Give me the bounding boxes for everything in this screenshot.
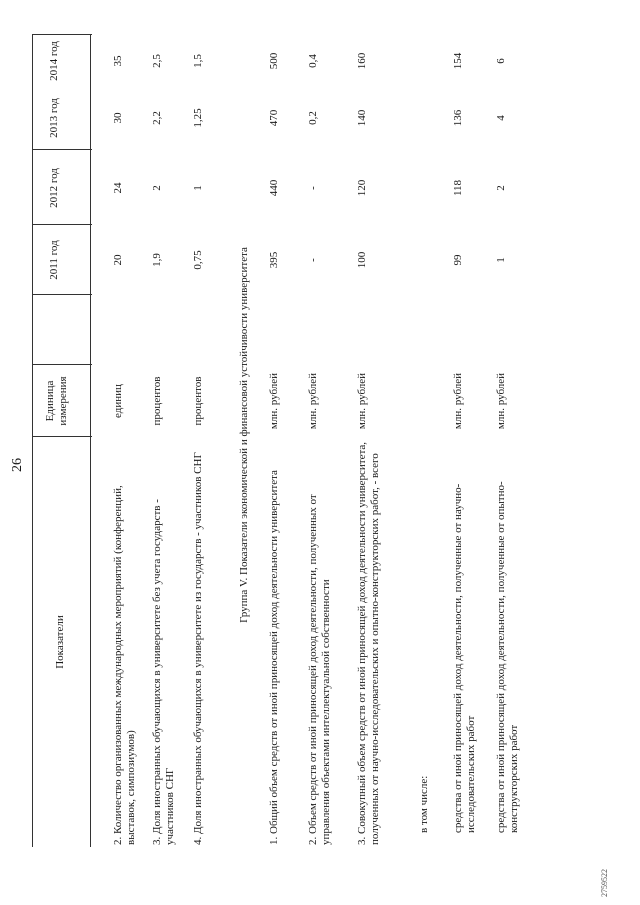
row-value-2012: 118 [452, 179, 464, 197]
header-bottom-border [90, 35, 91, 847]
row-value-2014: 500 [268, 52, 280, 70]
row-value-2014: 2,5 [151, 54, 163, 68]
row-unit: единиц [112, 384, 124, 418]
row-label: средства от иной приносящей доход деятельности, полученные от опытно-конструкторских работ [495, 481, 520, 833]
header-indicators: Показатели [54, 615, 66, 669]
row-value-2013: 30 [112, 112, 124, 124]
row-unit: процентов [192, 376, 204, 426]
row-value-2013: 0,2 [307, 111, 319, 125]
row-value-2013: 136 [452, 109, 464, 127]
header-year-2012: 2012 год [48, 168, 60, 208]
row-value-2011: 1,9 [151, 253, 163, 267]
row-label: 2. Количество организованных международных мероприятий (конференций, выставок, симпозиумов) [112, 485, 137, 845]
header-unit: Единица измерения [44, 376, 69, 426]
row-value-2014: 6 [495, 58, 507, 64]
row-value-2012: 2 [151, 185, 163, 191]
col-divider-unit [32, 364, 92, 365]
table-top-border [32, 35, 33, 847]
row-label: 1. Общий объем средств от иной приносящей доход деятельности университета [268, 470, 280, 845]
row-value-2013: 2,2 [151, 111, 163, 125]
row-label: средства от иной приносящей доход деятельности, полученные от научно-исследовательских работ [452, 483, 477, 833]
row-value-2012: 120 [356, 179, 368, 197]
row-value-2014: 0,4 [307, 54, 319, 68]
row-value-2013: 140 [356, 109, 368, 127]
row-label: 3. Доля иностранных обучающихся в университете без учета государств - участников СНГ [151, 499, 176, 845]
document-id: 2759522 [600, 869, 609, 897]
row-value-2011: 100 [356, 251, 368, 269]
col-divider-2012 [32, 224, 92, 225]
row-unit: млн. рублей [268, 372, 280, 430]
row-value-2011: 395 [268, 251, 280, 269]
col-divider-2011 [32, 294, 92, 295]
row-value-2011: 1 [495, 257, 507, 263]
row-value-2012: 1 [192, 185, 204, 191]
row-value-2011: 99 [452, 254, 464, 266]
header-year-2011: 2011 год [48, 240, 60, 280]
row-value-2011: 0,75 [192, 250, 204, 270]
col-divider-2013 [32, 149, 92, 150]
row-unit: процентов [151, 376, 163, 426]
row-value-2012: - [307, 186, 319, 190]
row-value-2013: 4 [495, 115, 507, 121]
header-year-2013: 2013 год [48, 98, 60, 138]
header-year-2014: 2014 год [48, 41, 60, 81]
row-value-2012: 2 [495, 185, 507, 191]
row-value-2011: 20 [112, 254, 124, 266]
row-value-2013: 1,25 [192, 108, 204, 128]
row-value-2014: 160 [356, 52, 368, 70]
row-label: 2. Объем средств от иной приносящей доход деятельности, полученных от управления объектами интеллектуальной собственности [307, 494, 332, 845]
row-value-2012: 24 [112, 182, 124, 194]
table-right-border [32, 34, 92, 35]
page-number: 26 [10, 458, 25, 472]
row-value-2014: 35 [112, 55, 124, 67]
group-title: Группа V. Показатели экономической и финансовой устойчивости университета [238, 247, 250, 623]
row-label: 3. Совокупный объем средств от иной приносящей доход деятельности университета, полученных от научно-исследовательских и опытно-конструкторских работ, - всего [356, 441, 381, 845]
row-unit: млн. рублей [452, 372, 464, 430]
row-value-2013: 470 [268, 109, 280, 127]
row-value-2014: 1,5 [192, 54, 204, 68]
row-unit: млн. рублей [495, 372, 507, 430]
row-label: 4. Доля иностранных обучающихся в университете из государств - участников СНГ [192, 452, 204, 845]
row-label: в том числе: [418, 775, 430, 833]
row-value-2014: 154 [452, 52, 464, 70]
row-unit: млн. рублей [356, 372, 368, 430]
row-value-2012: 440 [268, 179, 280, 197]
row-value-2011: - [307, 258, 319, 262]
row-unit: млн. рублей [307, 372, 319, 430]
